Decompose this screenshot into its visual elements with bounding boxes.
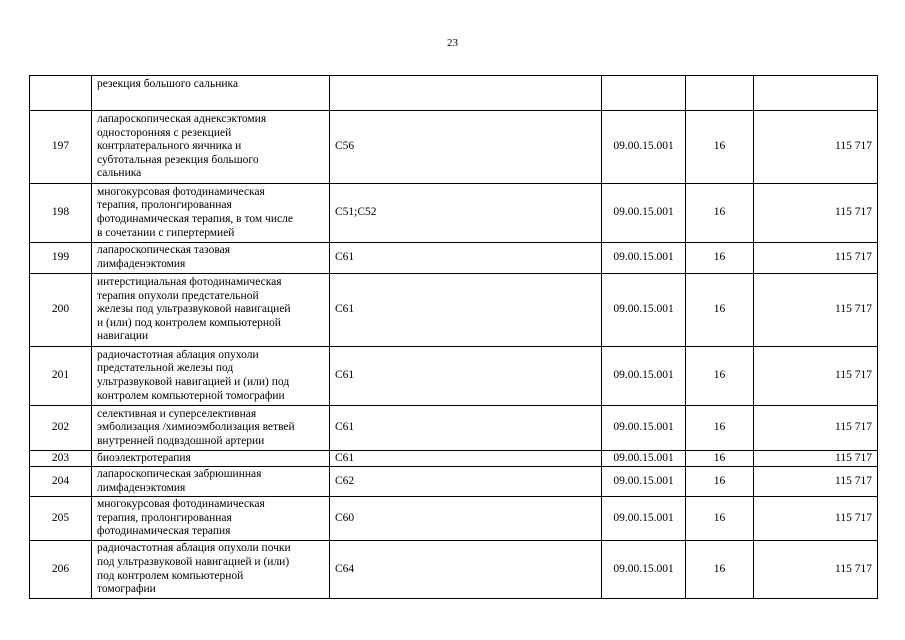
procedure-line: железы под ультразвуковой навигацией	[97, 303, 291, 316]
procedure-line: навигации	[97, 330, 149, 343]
cell-procedure-name	[92, 111, 330, 184]
procedure-line: ультразвуковой навигацией и (или) под	[97, 376, 290, 388]
table-row	[30, 541, 878, 599]
procedure-line: под контролем компьютерной	[97, 569, 244, 582]
table-row-continuation	[30, 76, 878, 111]
procedure-line: односторонняя с резекцией	[97, 126, 232, 139]
cell-ksg-code: 09.00.15.001	[602, 347, 686, 406]
cell-procedure-name	[92, 76, 330, 111]
procedure-line: селективная и суперселективная	[97, 407, 257, 420]
cell-coefficient: 16	[686, 274, 754, 347]
cell-procedure-name	[92, 274, 330, 347]
procedure-line: лапароскопическая аднексэктомия	[97, 113, 267, 126]
cell-ksg-code: 09.00.15.001	[602, 184, 686, 243]
cell-ksg-code: 09.00.15.001	[602, 541, 686, 599]
cell-ksg-code: 09.00.15.001	[602, 406, 686, 451]
procedure-line: и (или) под контролем компьютерной	[97, 316, 281, 329]
cell-diagnosis-codes: C51;C52	[330, 184, 602, 243]
table-body	[30, 76, 878, 599]
cell-coefficient: 16	[686, 451, 754, 467]
cell-procedure-name	[92, 497, 330, 541]
procedure-line: терапия, пролонгированная	[97, 199, 232, 212]
procedure-line: терапия опухоли предстательной	[97, 289, 259, 302]
cell-diagnosis-codes: C61	[330, 274, 602, 347]
cell-cost: 115 717	[754, 347, 878, 406]
cell-ksg-code: 09.00.15.001	[602, 274, 686, 347]
cell-cost	[754, 76, 878, 111]
cell-diagnosis-codes: C56	[330, 111, 602, 184]
cell-number: 204	[30, 467, 92, 497]
procedure-line: многокурсовая фотодинамическая	[97, 498, 265, 511]
table-row	[30, 184, 878, 243]
cell-coefficient: 16	[686, 243, 754, 274]
procedure-line: лапароскопическая тазовая	[97, 244, 231, 257]
cell-number: 201	[30, 347, 92, 406]
cell-coefficient: 16	[686, 184, 754, 243]
cell-procedure-name	[92, 406, 330, 451]
cell-diagnosis-codes: C64	[330, 541, 602, 599]
table-row	[30, 451, 878, 467]
table-row	[30, 347, 878, 406]
cell-diagnosis-codes: C61	[330, 406, 602, 451]
procedure-line: сальника	[97, 167, 142, 180]
procedure-line: контролем компьютерной томографии	[97, 389, 285, 402]
cell-coefficient: 16	[686, 347, 754, 406]
cell-cost: 115 717	[754, 184, 878, 243]
tariff-table	[29, 75, 878, 599]
cell-cost: 115 717	[754, 497, 878, 541]
cell-coefficient	[686, 76, 754, 111]
procedure-line: эмболизация /химиоэмболизация ветвей	[97, 421, 295, 434]
cell-cost: 115 717	[754, 243, 878, 274]
cell-ksg-code: 09.00.15.001	[602, 451, 686, 467]
procedure-line: терапия, пролонгированная	[97, 511, 232, 524]
procedure-line: многокурсовая фотодинамическая	[97, 185, 265, 198]
cell-coefficient: 16	[686, 541, 754, 599]
cell-cost: 115 717	[754, 541, 878, 599]
cell-coefficient: 16	[686, 497, 754, 541]
cell-diagnosis-codes: C61	[330, 243, 602, 274]
cell-number: 205	[30, 497, 92, 541]
procedure-line: контрлатерального яичника и	[97, 140, 242, 153]
cell-procedure-name	[92, 347, 330, 406]
procedure-line: лимфаденэктомия	[97, 481, 186, 494]
page-number: 23	[447, 37, 458, 49]
cell-procedure-name	[92, 451, 330, 467]
cell-diagnosis-codes: C60	[330, 497, 602, 541]
cell-procedure-name	[92, 243, 330, 274]
procedure-line: лапароскопическая забрюшинная	[97, 467, 262, 480]
cell-cost: 115 717	[754, 274, 878, 347]
procedure-line: томографии	[97, 583, 156, 596]
procedure-line: интерстициальная фотодинамическая	[97, 276, 282, 289]
table-row	[30, 111, 878, 184]
cell-number: 197	[30, 111, 92, 184]
cell-number: 206	[30, 541, 92, 599]
cell-coefficient: 16	[686, 111, 754, 184]
cell-cost: 115 717	[754, 467, 878, 497]
cell-number: 202	[30, 406, 92, 451]
procedure-line: радиочастотная аблация опухоли	[97, 348, 259, 361]
procedure-line: предстательной железы под	[97, 362, 234, 375]
cell-diagnosis-codes	[330, 76, 602, 111]
table-row	[30, 243, 878, 274]
cell-coefficient: 16	[686, 467, 754, 497]
procedure-line: фотодинамическая терапия	[97, 525, 231, 538]
cell-cost: 115 717	[754, 406, 878, 451]
cell-cost: 115 717	[754, 111, 878, 184]
cell-diagnosis-codes: C61	[330, 347, 602, 406]
cell-ksg-code	[602, 76, 686, 111]
cell-coefficient: 16	[686, 406, 754, 451]
cell-diagnosis-codes: C61	[330, 451, 602, 467]
procedure-line: лимфаденэктомия	[97, 258, 186, 270]
cell-ksg-code: 09.00.15.001	[602, 497, 686, 541]
cell-ksg-code: 09.00.15.001	[602, 467, 686, 497]
cell-procedure-name	[92, 541, 330, 599]
cell-diagnosis-codes: C62	[330, 467, 602, 497]
table-row	[30, 274, 878, 347]
procedure-line: радиочастотная аблация опухоли почки	[97, 542, 291, 555]
cell-procedure-name	[92, 184, 330, 243]
cell-ksg-code: 09.00.15.001	[602, 111, 686, 184]
cell-cost: 115 717	[754, 451, 878, 467]
procedure-line: в сочетании с гипертермией	[97, 226, 235, 239]
procedure-line: субтотальная резекция большого	[97, 153, 259, 166]
cell-ksg-code: 09.00.15.001	[602, 243, 686, 274]
table-row	[30, 467, 878, 497]
procedure-line: биоэлектротерапия	[97, 451, 191, 464]
procedure-line: под ультразвуковой навигацией и (или)	[97, 555, 290, 568]
cell-number: 203	[30, 451, 92, 467]
procedure-line: резекция большого сальника	[97, 78, 239, 90]
procedure-line: фотодинамическая терапия, в том числе	[97, 213, 293, 225]
table-row	[30, 497, 878, 541]
cell-number: 199	[30, 243, 92, 274]
procedure-line: внутренней подвздошной артерии	[97, 434, 265, 447]
cell-procedure-name	[92, 467, 330, 497]
cell-number: 200	[30, 274, 92, 347]
cell-number: 198	[30, 184, 92, 243]
table-row	[30, 406, 878, 451]
cell-number	[30, 76, 92, 111]
